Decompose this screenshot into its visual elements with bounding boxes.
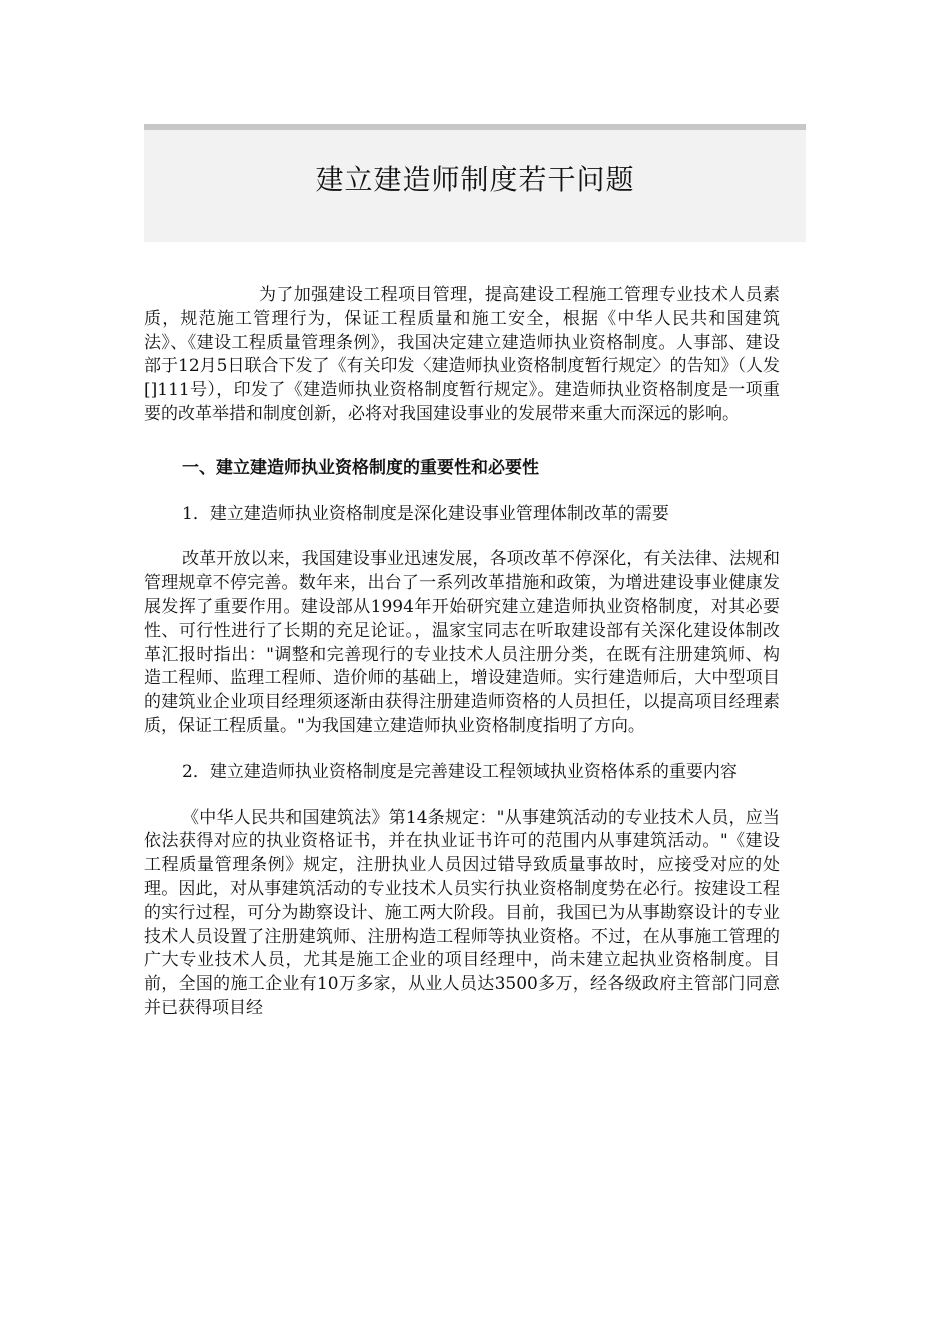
paragraph-2: 《中华人民共和国建筑法》第14条规定："从事建筑活动的专业技术人员，应当依法获得对应的执业资格证书，并在执业证书许可的范围内从事建筑活动。"《建设工程质量管理条例》规定，注册执业人员因过错导致质量事故时，应接受对应的处理。因此，对从事建筑活动的专业技术人员实行执业资格制度势在必行。按建设工程的实行过程，可分为勘察设计、施工两大阶段。目前，我国已为从事勘察设计的专业技术人员设置了注册建筑师、注册构造工程师等执业资格。不过，在从事施工管理的广大专业技术人员，尤其是施工企业的项目经理中，尚未建立起执业资格制度。目前，全国的施工企业有10万多家，从业人员达3500多万，经各级政府主管部门同意并已获得项目经 (144, 807, 780, 1018)
document-title: 建立建造师制度若干问题 (315, 163, 635, 196)
intro-paragraph: 为了加强建设工程项目管理，提高建设工程施工管理专业技术人员素质，规范施工管理行为，保证工程质量和施工安全，根据《中华人民共和国建筑法》、《建设工程质量管理条例》，我国决定建立建造师执业资格制度。人事部、建设部于12月5日联合下发了《有关印发〈建造师执业资格制度暂行规定〉的告知》（人发[]111号），印发了《建造师执业资格制度暂行规定》。建造师执业资格制度是一项重要的改革举措和制度创新，必将对我国建设事业的发展带来重大而深远的影响。 (144, 285, 780, 424)
section-heading: 一、建立建造师执业资格制度的重要性和必要性 (182, 457, 539, 478)
title-band (144, 124, 806, 242)
document-body (144, 284, 780, 1021)
subheading-1: 1．建立建造师执业资格制度是深化建设事业管理体制改革的需要 (182, 503, 669, 524)
subheading-2: 2．建立建造师执业资格制度是完善建设工程领域执业资格体系的重要内容 (182, 761, 737, 782)
paragraph-1: 改革开放以来，我国建设事业迅速发展，各项改革不停深化，有关法律、法规和管理规章不停完善。数年来，出台了一系列改革措施和政策，为增进建设事业健康发展发挥了重要作用。建设部从1994年开始研究建立建造师执业资格制度，对其必要性、可行性进行了长期的充足论证。，温家宝同志在听取建设部有关深化建设体制改革汇报时指出："调整和完善现行的专业技术人员注册分类，在既有注册建筑师、构造工程师、监理工程师、造价师的基础上，增设建造师。实行建造师后，大中型项目的建筑业企业项目经理须逐渐由获得注册建造师资格的人员担任，以提高项目经理素质，保证工程质量。"为我国建立建造师执业资格制度指明了方向。 (144, 549, 780, 736)
